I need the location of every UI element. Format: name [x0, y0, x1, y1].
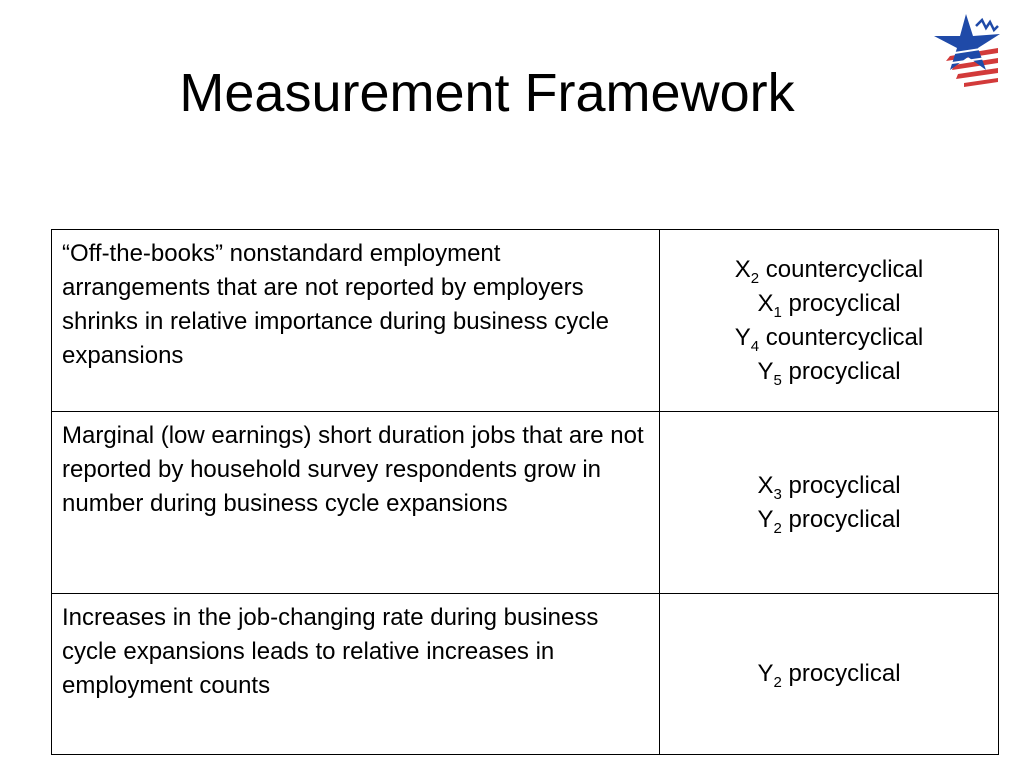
- table-row: [52, 594, 999, 755]
- row-description: Marginal (low earnings) short duration jobs that are not reported by household survey respondents grow in number during business cycle expansions: [52, 412, 660, 594]
- effect-item: $X_2$ countercyclical: [734, 255, 924, 287]
- table-row: [52, 230, 999, 412]
- effect-item: $Y_5$ procyclical: [757, 357, 901, 389]
- effect-item: $X_1$ procyclical: [757, 289, 901, 321]
- row-description: Increases in the job-changing rate during business cycle expansions leads to relative increases in employment counts: [52, 594, 660, 755]
- effect-item: $X_3$ procyclical: [757, 471, 901, 503]
- row-effects: [660, 594, 999, 755]
- row-effects: [660, 412, 999, 594]
- slide-title: Measurement Framework: [179, 63, 795, 123]
- table-row: [52, 412, 999, 594]
- effect-item: $Y_4$ countercyclical: [734, 323, 924, 355]
- effect-item: $Y_2$ procyclical: [757, 660, 901, 691]
- row-description: “Off-the-books” nonstandard employment arrangements that are not reported by employers shrinks in relative importance during business cycle expansions: [52, 230, 660, 412]
- measurement-framework-table: [51, 229, 999, 755]
- row-effects: [660, 230, 999, 412]
- star-flag-logo-icon: [930, 12, 1002, 90]
- effect-item: $Y_2$ procyclical: [757, 505, 901, 537]
